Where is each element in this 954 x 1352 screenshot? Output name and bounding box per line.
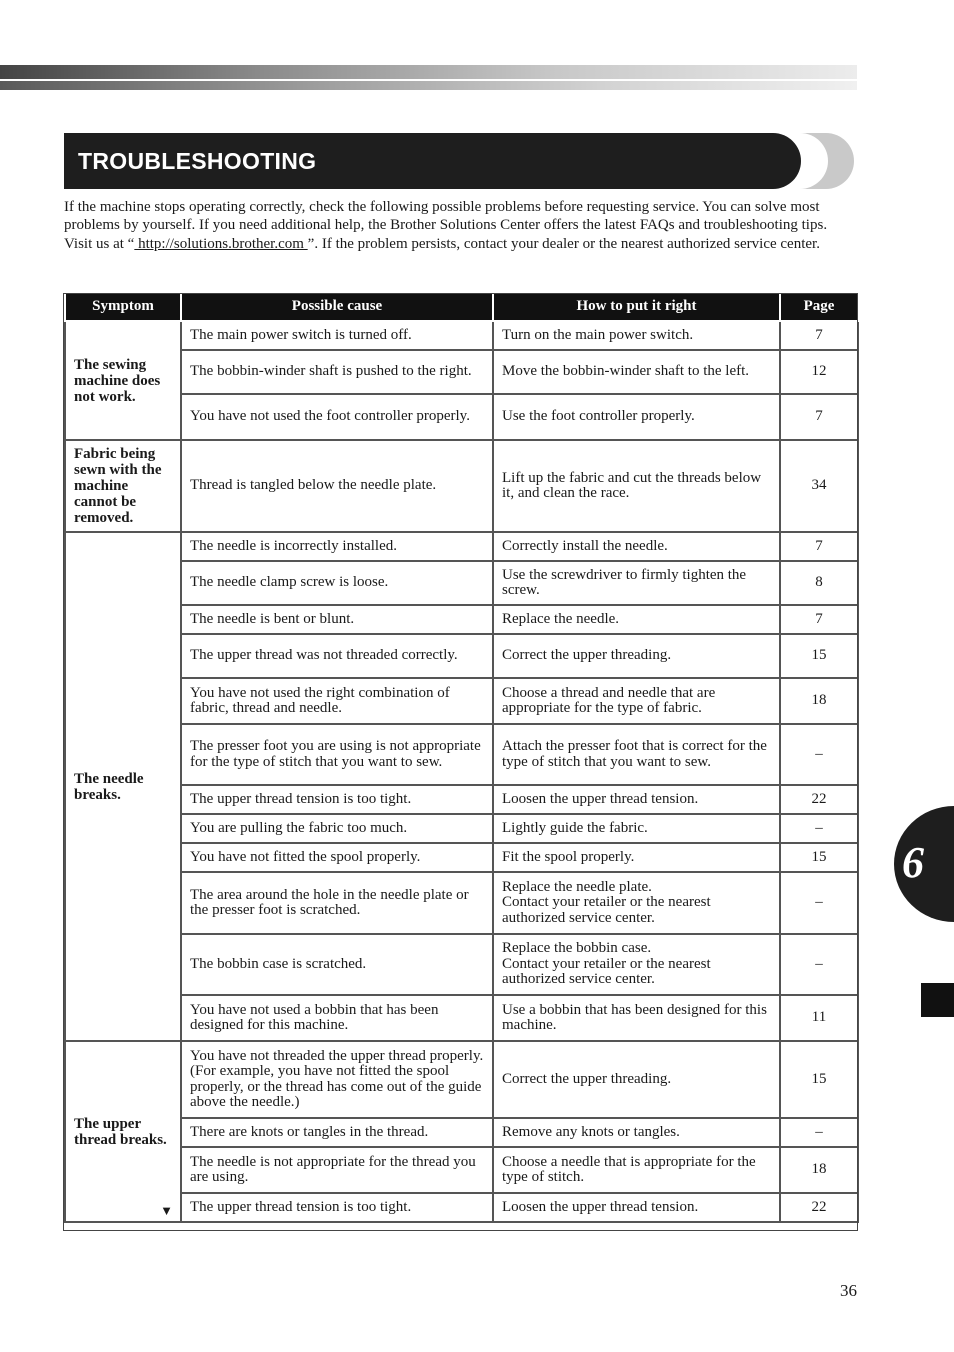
table-row (65, 634, 858, 678)
remedy-cell: Choose a needle that is appropriate for the type of stitch. (493, 1147, 780, 1193)
remedy-cell: Replace the bobbin case. Contact your retailer or the nearest authorized service center. (493, 934, 780, 995)
page-cell: 7 (780, 321, 858, 350)
page-cell: 15 (780, 1041, 858, 1118)
cause-cell: You are pulling the fabric too much. (181, 814, 493, 843)
table-row (65, 561, 858, 605)
page-cell: 22 (780, 785, 858, 814)
page-cell: 15 (780, 634, 858, 678)
table-row (65, 440, 858, 532)
symptom-text: The upper thread breaks. (74, 1115, 167, 1148)
page-cell: – (780, 934, 858, 995)
page-cell: – (780, 724, 858, 785)
remedy-cell: Turn on the main power switch. (493, 321, 780, 350)
cause-cell: You have not used the right combination of fabric, thread and needle. (181, 678, 493, 724)
remedy-cell: Lift up the fabric and cut the threads below it, and clean the race. (493, 440, 780, 532)
remedy-cell: Lightly guide the fabric. (493, 814, 780, 843)
page-cell: – (780, 1118, 858, 1147)
table-row (65, 605, 858, 634)
header-symptom: Symptom (65, 293, 181, 321)
cause-cell: The main power switch is turned off. (181, 321, 493, 350)
header-possible-cause: Possible cause (181, 293, 493, 321)
header-page: Page (780, 293, 858, 321)
table-row (65, 1193, 858, 1222)
symptom-cell (65, 440, 181, 532)
cause-cell: You have not used the foot controller properly. (181, 394, 493, 440)
symptom-text: The sewing machine does not work. (74, 356, 161, 405)
cause-cell: The needle is bent or blunt. (181, 605, 493, 634)
remedy-cell: Use a bobbin that has been designed for this machine. (493, 995, 780, 1041)
remedy-cell: Loosen the upper thread tension. (493, 785, 780, 814)
page-cell: 34 (780, 440, 858, 532)
table-row (65, 1147, 858, 1193)
remedy-cell: Use the foot controller properly. (493, 394, 780, 440)
symptom-text: The needle breaks. (74, 770, 144, 803)
cause-cell: You have not used a bobbin that has been designed for this machine. (181, 995, 493, 1041)
page-cell: – (780, 814, 858, 843)
table-row (65, 532, 858, 561)
remedy-cell: Attach the presser foot that is correct for the type of stitch that you want to sew. (493, 724, 780, 785)
page-cell: – (780, 872, 858, 934)
table-row (65, 995, 858, 1041)
cause-cell: The upper thread tension is too tight. (181, 785, 493, 814)
table-row (65, 394, 858, 440)
symptom-cell (65, 321, 181, 440)
chapter-tab-marker (921, 983, 954, 1017)
cause-cell: There are knots or tangles in the thread. (181, 1118, 493, 1147)
remedy-cell: Choose a thread and needle that are appropriate for the type of fabric. (493, 678, 780, 724)
header-gradient-bar-bottom (0, 81, 857, 90)
page-cell: 8 (780, 561, 858, 605)
cause-cell: Thread is tangled below the needle plate. (181, 440, 493, 532)
table-row (65, 785, 858, 814)
header-how-to-fix: How to put it right (493, 293, 780, 321)
table-row (65, 1041, 858, 1118)
page-cell: 22 (780, 1193, 858, 1222)
page-cell: 18 (780, 678, 858, 724)
remedy-cell: Use the screwdriver to firmly tighten the screw. (493, 561, 780, 605)
table-row (65, 1118, 858, 1147)
table-row (65, 350, 858, 394)
symptom-text: Fabric being sewn with the machine cannot be removed. (74, 446, 162, 526)
solutions-center-link[interactable]: http://solutions.brother.com (134, 235, 308, 252)
remedy-cell: Move the bobbin-winder shaft to the left. (493, 350, 780, 394)
page-cell: 15 (780, 843, 858, 872)
remedy-cell: Correctly install the needle. (493, 532, 780, 561)
table-row (65, 934, 858, 995)
page-number: 36 (840, 1281, 857, 1300)
page-cell: 11 (780, 995, 858, 1041)
page-cell: 7 (780, 605, 858, 634)
chapter-number: 6 (902, 838, 924, 887)
symptom-cell (65, 532, 181, 1041)
table-row (65, 321, 858, 350)
remedy-cell: Correct the upper threading. (493, 634, 780, 678)
continued-arrow-icon: ▼ (160, 1203, 173, 1218)
page-cell: 7 (780, 394, 858, 440)
cause-cell: You have not fitted the spool properly. (181, 843, 493, 872)
cause-cell: The upper thread was not threaded correctly. (181, 634, 493, 678)
cause-cell: The presser foot you are using is not appropriate for the type of stitch that you want to sew. (181, 724, 493, 785)
cause-cell: The bobbin case is scratched. (181, 934, 493, 995)
cause-cell: The bobbin-winder shaft is pushed to the right. (181, 350, 493, 394)
intro-text-end: ”. If the problem persists, contact your dealer or the nearest authorized service center. (307, 235, 820, 252)
troubleshooting-table (64, 293, 859, 1223)
cause-cell: The needle is incorrectly installed. (181, 532, 493, 561)
cause-cell: The area around the hole in the needle plate or the presser foot is scratched. (181, 872, 493, 934)
remedy-cell: Replace the needle plate. Contact your retailer or the nearest authorized service center. (493, 872, 780, 934)
table-row (65, 678, 858, 724)
intro-text-start: If the machine stops operating correctly, check the following possible problems before requesting service. You can solve most problems by yourself. If you need additional help, the Brother Solutions Center offers the latest FAQs and troubleshooting tips. Visit us at “ (64, 199, 828, 252)
section-title: TROUBLESHOOTING (78, 147, 317, 174)
cause-cell: The upper thread tension is too tight. (181, 1193, 493, 1222)
table-row (65, 843, 858, 872)
cause-cell: The needle is not appropriate for the thread you are using. (181, 1147, 493, 1193)
table-header-row (65, 293, 858, 321)
table-row (65, 814, 858, 843)
symptom-cell (65, 1041, 181, 1222)
remedy-cell: Loosen the upper thread tension. (493, 1193, 780, 1222)
cause-cell: You have not threaded the upper thread properly. (For example, you have not fitted the spool properly, or the thread has come out of the guide above the needle.) (181, 1041, 493, 1118)
remedy-cell: Fit the spool properly. (493, 843, 780, 872)
section-title-bar (64, 133, 801, 189)
remedy-cell: Correct the upper threading. (493, 1041, 780, 1118)
table-row (65, 724, 858, 785)
header-gradient-bar-top (0, 65, 857, 79)
remedy-cell: Replace the needle. (493, 605, 780, 634)
intro-paragraph (64, 198, 856, 253)
remedy-cell: Remove any knots or tangles. (493, 1118, 780, 1147)
table-row (65, 872, 858, 934)
page-cell: 7 (780, 532, 858, 561)
page-cell: 18 (780, 1147, 858, 1193)
cause-cell: The needle clamp screw is loose. (181, 561, 493, 605)
page-cell: 12 (780, 350, 858, 394)
